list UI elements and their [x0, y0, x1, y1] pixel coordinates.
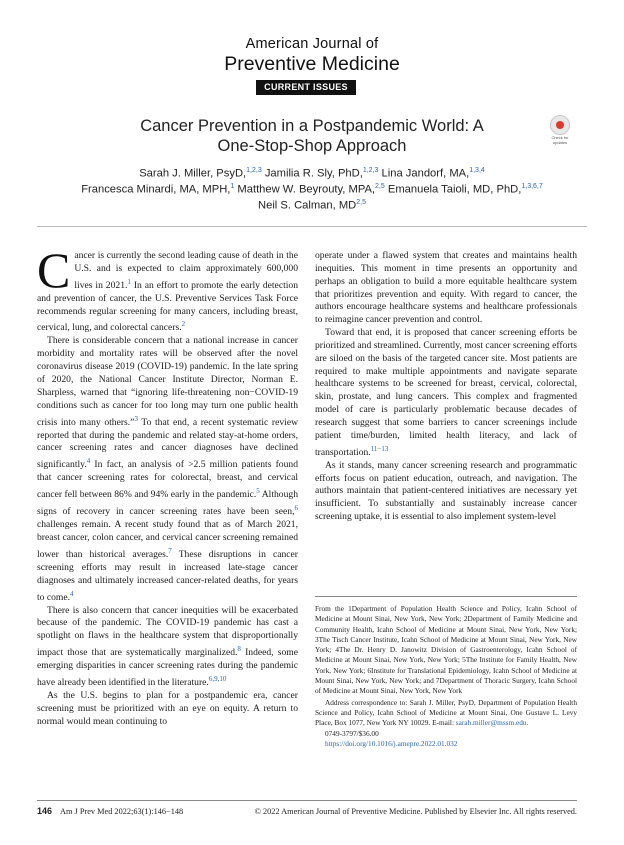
check-updates-label2: updates [552, 139, 568, 145]
citation-ref[interactable]: 2 [181, 320, 186, 329]
author-affiliation-ref: 2,5 [375, 183, 385, 190]
paragraph-7: As it stands, many cancer screening research and programmatic efforts focus on patient education, outreach, and navigation. The authors maintain that patient-centered initiatives are necessary yet insufficient. To substantially and sustainably increase cancer screening uptake, it is essential to also implement system-level [315, 459, 577, 523]
author-name: Sarah J. Miller, PsyD, [139, 167, 247, 180]
affiliations-block [315, 604, 577, 749]
affiliations-text: From the 1Department of Population Health Science and Policy, Icahn School of Medicine at Mount Sinai, New York, New York; 2Department of Family Medicine and Community Health, Icahn School of Medicine at Mount Sinai, New York, New York; 3The Tisch Cancer Institute, Icahn School of Medicine at Mount Sinai, New York, New York; 4The Dr. Henry D. Janowitz Division of Gastroenterology, Icahn School of Medicine at Mount Sinai, New York, New York; 5The Institute for Family Health, New York, New York; 6Institute for Translational Epidemiology, Icahn School of Medicine at Mount Sinai, New York, New York; and 7Department of Thoracic Surgery, Icahn School of Medicine at Mount Sinai, New York, New York [315, 604, 577, 696]
journal-name-line2: Preventive Medicine [224, 53, 400, 75]
author-affiliation-ref: 1 [230, 183, 235, 190]
paragraph-3: There is also concern that cancer inequities will be exacerbated because of the pandemic. The COVID-19 pandemic has cast a spotlight on flaws in the healthcare system that disproportionally impact those that are systematically marginalized.$^8$ Indeed, some emerging disparities in cancer screening rates during the pandemic have already been identified in the literature.$^{6,9,10}$ [37, 604, 298, 689]
page-number: 146 [37, 806, 53, 816]
drop-cap: C [37, 242, 71, 298]
citation-ref[interactable]: 8 [237, 645, 241, 654]
check-for-updates-button[interactable] [549, 115, 571, 147]
author-affiliation-ref: 2,5 [356, 199, 366, 206]
check-updates-label1: Check for [551, 135, 569, 140]
author-affiliation-ref: 1,2,3 [362, 167, 379, 174]
citation-ref[interactable]: 11−13 [370, 444, 389, 453]
footer-citation [37, 806, 183, 817]
paragraph-5: operate under a flawed system that creates and maintains health inequities. This moment in time presents an opportunity and perhaps an obligation to build a more equitable healthcare system that prioritizes prevention and equity. With regard to cancer, the authors encourage healthcare systems and healthcare professionals to reimagine cancer prevention and control. [315, 250, 577, 326]
email-link[interactable]: sarah.miller@mssm.edu. [455, 718, 529, 728]
body-column-right [315, 250, 577, 524]
paragraph-2: There is considerable concern that a national increase in cancer morbidity and mortality rates will be observed after the novel coronavirus disease 2019 (COVID-19) pandemic. In the late spring of 2020, the National Cancer Institute Director, Norman E. Sharpless, warned that “ignoring life-threatening non−COVID-19 conditions such as cancer for too long may turn one public health crisis into many others.”$^3$ To that end, a recent systematic review reported that during the pandemic and related stay-at-home orders, cancer screening rates and cancer diagnoses have declined significantly.$^4$ In fact, an analysis of >2.5 million patients found that cancer screening rates for colorectal, breast, and cervical cancer fell between 86% and 94% early in the pandemic.$^5$ Although signs of recovery in cancer screening rates have been seen,$^6$ challenges remain. A recent study found that as of March 2021, breast cancer, colon cancer, and cervical cancer screening remained lower than historical averages.$^7$ These disruptions in cancer screening efforts may result in increased late-stage cancer diagnoses and ultimately increased cancer-related deaths, for years to come.$^4$ [37, 335, 299, 603]
paragraph-6: Toward that end, it is proposed that cancer screening efforts be prioritized and streamlined. Currently, most cancer screening efforts are siloed on the basis of the targeted cancer site. Most patients are required to make multiple appointments and navigate separate healthcare systems to be screened for breast, cervical, colorectal, skin, prostate, and lung cancers. This complex and fragmented model of care is particularly problematic because decades of research suggest that some barriers to cancer screenings include patient time/burden, limited health literacy, and lack of transportation.$^{11-13}$ [315, 327, 577, 458]
author-line-1 [10, 167, 614, 180]
issn: 0749-3797/$36.00 [325, 728, 379, 738]
citation-ref[interactable]: 7 [168, 546, 172, 555]
author-line-3 [10, 199, 614, 212]
author-line-2 [10, 183, 614, 196]
author-name: Matthew W. Beyrouty, MPA, [237, 183, 376, 196]
author-affiliation-ref: 1,3,6,7 [521, 183, 543, 190]
author-name: Jamilia R. Sly, PhD, [264, 167, 363, 180]
header-divider [37, 226, 587, 227]
article-title-line1: Cancer Prevention in a Postpandemic World: A [140, 117, 484, 135]
citation-ref[interactable]: 6,9,10 [208, 675, 227, 683]
body-column-left [37, 242, 299, 729]
citation-ref[interactable]: 5 [256, 487, 260, 496]
footer-divider [37, 800, 577, 801]
journal-citation: Am J Prev Med 2022;63(1):146−148 [60, 807, 184, 816]
correspondence: Address correspondence to: Sarah J. Miller, PsyD, Department of Population Health Science and Policy, Icahn School of Medicine at Mount Sinai, One Gustave L. Levy Place, Box 1077, New York NY 10029. E-mail: sarah.miller@mssm.edu. [315, 697, 577, 728]
author-name: Neil S. Calman, MD [258, 199, 357, 212]
check-updates-icon [550, 115, 570, 135]
paragraph-4: As the U.S. begins to plan for a postpandemic era, cancer screening must be prioritized with an eye on equity. A return to normal would mean continuing to [37, 690, 298, 727]
doi-link[interactable]: https://doi.org/10.1016/j.amepre.2022.01.032 [325, 738, 458, 748]
author-name: Emanuela Taioli, MD, PhD, [387, 183, 522, 196]
author-name: Lina Jandorf, MA, [381, 167, 470, 180]
footer-copyright: © 2022 American Journal of Preventive Medicine. Published by Elsevier Inc. All rights reserved. [254, 807, 577, 816]
citation-ref[interactable]: 6 [294, 504, 298, 513]
citation-ref[interactable]: 1 [127, 277, 131, 286]
affiliation-divider [315, 596, 577, 597]
author-name: Francesca Minardi, MA, MPH, [81, 183, 231, 196]
section-badge: CURRENT ISSUES [256, 80, 356, 95]
author-affiliation-ref: 1,3,4 [469, 167, 485, 174]
citation-ref[interactable]: 4 [86, 457, 91, 466]
citation-ref[interactable]: 4 [70, 589, 74, 598]
journal-name-line1: American Journal of [245, 36, 379, 52]
article-title-line2: One-Stop-Shop Approach [217, 137, 407, 155]
paragraph-1: Cancer is currently the second leading cause of death in the U.S. and is expected to claim approximately 600,000 lives in 2021.$^1$ In an effort to promote the early detection and prevention of cancer, the U.S. Preventive Services Task Force recommends regular screening for many cancers, including breast, cervical, lung, and colorectal cancers.$^2$ [37, 242, 298, 334]
citation-ref[interactable]: 3 [134, 414, 138, 423]
author-affiliation-ref: 1,2,3 [246, 167, 262, 174]
